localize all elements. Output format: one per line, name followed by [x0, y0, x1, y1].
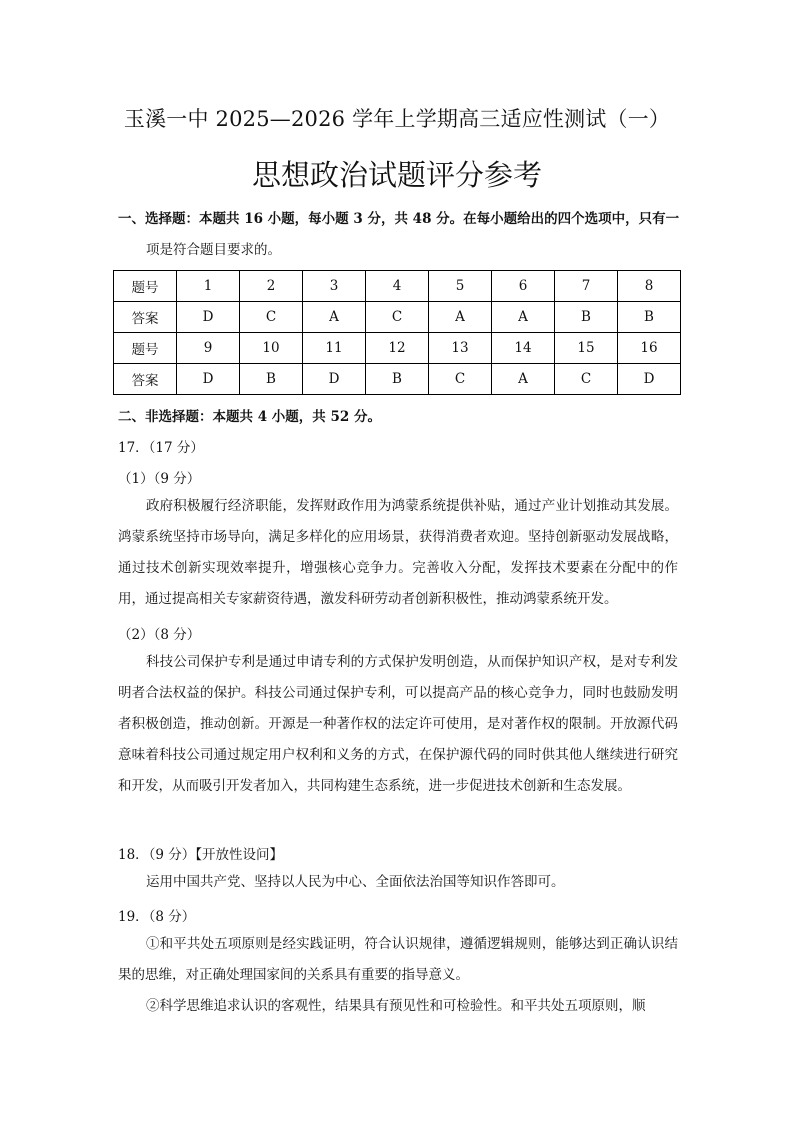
table-cell: 题号 — [114, 271, 177, 302]
table-cell: D — [177, 364, 240, 395]
table-cell: B — [555, 302, 618, 333]
table-cell: 答案 — [114, 302, 177, 333]
table-cell: D — [303, 364, 366, 395]
table-cell: 10 — [240, 333, 303, 364]
question-18-answer: 运用中国共产党、坚持以人民为中心、全面依法治国等知识作答即可。 — [146, 874, 565, 890]
question-17-part1-label: （1）（9 分） — [118, 471, 201, 487]
answer-table — [113, 270, 681, 395]
table-cell: 1 — [177, 271, 240, 302]
table-cell: 3 — [303, 271, 366, 302]
section1-instruction-line2: 项是符合题目要求的。 — [146, 242, 281, 258]
table-cell: 12 — [366, 333, 429, 364]
table-cell: 16 — [618, 333, 681, 364]
table-cell: A — [429, 302, 492, 333]
table-cell: 题号 — [114, 333, 177, 364]
table-cell: D — [618, 364, 681, 395]
table-cell: 9 — [177, 333, 240, 364]
table-row — [114, 333, 681, 364]
table-cell: A — [303, 302, 366, 333]
question-19-point1: ①和平共处五项原则是经实践证明，符合认识规律，遵循逻辑规则，能够达到正确认识结果的思维，对正确处理国家间的关系具有重要的指导意义。 — [118, 936, 678, 983]
question-18-label: 18．（9 分）【开放性设问】 — [118, 847, 284, 863]
table-cell: 5 — [429, 271, 492, 302]
table-cell: C — [555, 364, 618, 395]
table-cell: 6 — [492, 271, 555, 302]
table-cell: 7 — [555, 271, 618, 302]
question-17-part2-answer: 科技公司保护专利是通过申请专利的方式保护发明创造，从而保护知识产权，是对专利发明者合法权益的保护。科技公司通过保护专利，可以提高产品的核心竞争力，同时也鼓励发明者积极创造，推动创新。开源是一种著作权的法定许可使用，是对著作权的限制。开放源代码意味着科技公司通过规定用户权利和义务的方式，在保护源代码的同时供其他人继续进行研究和开发，从而吸引开发者加入，共同构建生态系统，进一步促进技术创新和生态发展。 — [118, 654, 678, 794]
question-17-part1-answer: 政府积极履行经济职能，发挥财政作用为鸿蒙系统提供补贴，通过产业计划推动其发展。鸿蒙系统坚持市场导向，满足多样化的应用场景，获得消费者欢迎。坚持创新驱动发展战略，通过技术创新实现效率提升，增强核心竞争力。完善收入分配，发挥技术要素在分配中的作用，通过提高相关专家薪资待遇，激发科研劳动者创新积极性，推动鸿蒙系统开发。 — [118, 498, 678, 607]
table-cell: B — [240, 364, 303, 395]
table-cell: 13 — [429, 333, 492, 364]
table-cell: B — [366, 364, 429, 395]
table-cell: 15 — [555, 333, 618, 364]
table-row — [114, 364, 681, 395]
table-cell: C — [240, 302, 303, 333]
table-cell: D — [177, 302, 240, 333]
table-cell: A — [492, 302, 555, 333]
table-cell: A — [492, 364, 555, 395]
section2-heading: 二、非选择题：本题共 4 小题，共 52 分。 — [118, 409, 381, 425]
question-19-label: 19．（8 分） — [118, 909, 196, 925]
section1-instruction-line1: 一、选择题：本题共 16 小题，每小题 3 分，共 48 分。在每小题给出的四个选项中，只有一 — [118, 211, 680, 227]
exam-subtitle: 思想政治试题评分参考 — [251, 158, 542, 192]
exam-title: 玉溪一中 2025—2026 学年上学期高三适应性测试（一） — [123, 107, 671, 131]
table-cell: B — [618, 302, 681, 333]
table-cell: 11 — [303, 333, 366, 364]
table-cell: 8 — [618, 271, 681, 302]
question-17-label: 17．（17 分） — [118, 440, 204, 456]
table-cell: 2 — [240, 271, 303, 302]
table-cell: 答案 — [114, 364, 177, 395]
table-cell: 14 — [492, 333, 555, 364]
table-row — [114, 271, 681, 302]
table-cell: C — [429, 364, 492, 395]
table-cell: C — [366, 302, 429, 333]
table-cell: 4 — [366, 271, 429, 302]
question-19-point2: ②科学思维追求认识的客观性，结果具有预见性和可检验性。和平共处五项原则，顺 — [146, 998, 646, 1014]
question-17-part2-label: （2）（8 分） — [118, 627, 201, 643]
table-row — [114, 302, 681, 333]
